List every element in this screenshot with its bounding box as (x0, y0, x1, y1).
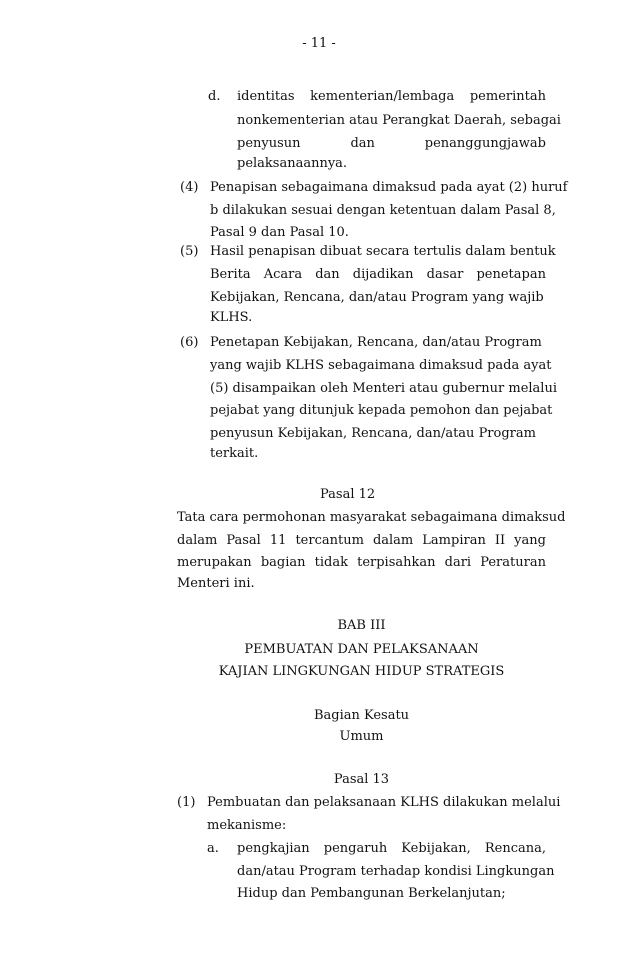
word: Berita (210, 267, 251, 282)
pasal-12-line-1: Tata cara permohonan masyarakat sebagaimana dimaksud (177, 510, 566, 525)
word: dijadikan (352, 267, 414, 282)
word: identitas (237, 89, 295, 104)
pasal-13-heading: Pasal 13 (333, 772, 390, 787)
word: Lampiran (422, 533, 486, 548)
word: II (494, 533, 506, 548)
bab-number: BAB III (337, 618, 386, 633)
pasal-13-para-1-marker: (1) (177, 795, 196, 810)
pasal-12-heading: Pasal 12 (320, 487, 376, 502)
bagian-name: Bagian Kesatu (313, 708, 410, 723)
word: Acara (263, 267, 303, 282)
word: dalam (372, 533, 414, 548)
pasal-13-item-a-line-1 (237, 841, 546, 857)
word: merupakan (177, 555, 252, 570)
word: pemerintah (469, 89, 546, 104)
item-d-line-1 (237, 89, 546, 105)
word: Pasal (226, 533, 261, 548)
word: kementerian/lembaga (310, 89, 455, 104)
pasal-12-line-2 (177, 533, 546, 549)
word: dari (444, 555, 472, 570)
para-6-line-3: (5) disampaikan oleh Menteri atau gubernur melalui (210, 381, 557, 396)
para-4-marker: (4) (180, 180, 199, 195)
word: tercantum (295, 533, 364, 548)
word: dan (315, 267, 340, 282)
para-4-line-2: b dilakukan sesuai dengan ketentuan dalam Pasal 8, (210, 203, 556, 218)
para-6-line-4: pejabat yang ditunjuk kepada pemohon dan pejabat (210, 403, 553, 418)
word: yang (514, 533, 546, 548)
page-number: - 11 - (302, 36, 336, 51)
item-d-line-3 (237, 136, 546, 152)
para-6-line-1: Penetapan Kebijakan, Rencana, dan/atau Program (210, 335, 542, 350)
word: penetapan (476, 267, 546, 282)
word: Kebijakan, (401, 841, 471, 856)
word: penanggungjawab (424, 136, 546, 151)
word: Peraturan (480, 555, 546, 570)
para-6-marker: (6) (180, 335, 199, 350)
para-6-line-2: yang wajib KLHS sebagaimana dimaksud pada ayat (210, 358, 552, 373)
pasal-13-item-a-line-3: Hidup dan Pembangunan Berkelanjutan; (237, 886, 506, 901)
word: dalam (177, 533, 218, 548)
word: 11 (269, 533, 287, 548)
item-d-marker: d. (208, 89, 221, 104)
bagian-subtitle: Umum (339, 729, 384, 744)
word: penyusun (237, 136, 301, 151)
para-4-line-1: Penapisan sebagaimana dimaksud pada ayat (2) huruf (210, 180, 568, 195)
word: pengkajian (237, 841, 310, 856)
word: tidak (314, 555, 348, 570)
word: dan (350, 136, 375, 151)
bab-title-line-1: PEMBUATAN DAN PELAKSANAAN (244, 642, 479, 657)
item-d-line-4: pelaksanaannya. (237, 156, 348, 171)
pasal-13-item-a-line-2: dan/atau Program terhadap kondisi Lingkungan (237, 864, 555, 879)
para-6-line-5: penyusun Kebijakan, Rencana, dan/atau Program (210, 426, 536, 441)
bab-title-line-2: KAJIAN LINGKUNGAN HIDUP STRATEGIS (218, 664, 505, 679)
word: Rencana, (484, 841, 546, 856)
word: pengaruh (323, 841, 388, 856)
para-4-line-3: Pasal 9 dan Pasal 10. (210, 225, 349, 240)
para-5-marker: (5) (180, 244, 199, 259)
item-d-line-2: nonkementerian atau Perangkat Daerah, sebagai (237, 113, 561, 128)
para-5-line-1: Hasil penapisan dibuat secara tertulis dalam bentuk (210, 244, 556, 259)
word: bagian (260, 555, 306, 570)
pasal-13-para-1-line-2: mekanisme: (207, 818, 287, 833)
pasal-13-item-a-marker: a. (207, 841, 219, 856)
pasal-12-line-3 (177, 555, 546, 571)
para-5-line-4: KLHS. (210, 310, 253, 325)
pasal-13-para-1-line-1: Pembuatan dan pelaksanaan KLHS dilakukan melalui (207, 795, 561, 810)
pasal-12-line-4: Menteri ini. (177, 576, 255, 591)
word: dasar (426, 267, 464, 282)
para-5-line-2 (210, 267, 546, 283)
word: terpisahkan (357, 555, 436, 570)
para-5-line-3: Kebijakan, Rencana, dan/atau Program yang wajib (210, 290, 544, 305)
para-6-line-6: terkait. (210, 446, 259, 461)
